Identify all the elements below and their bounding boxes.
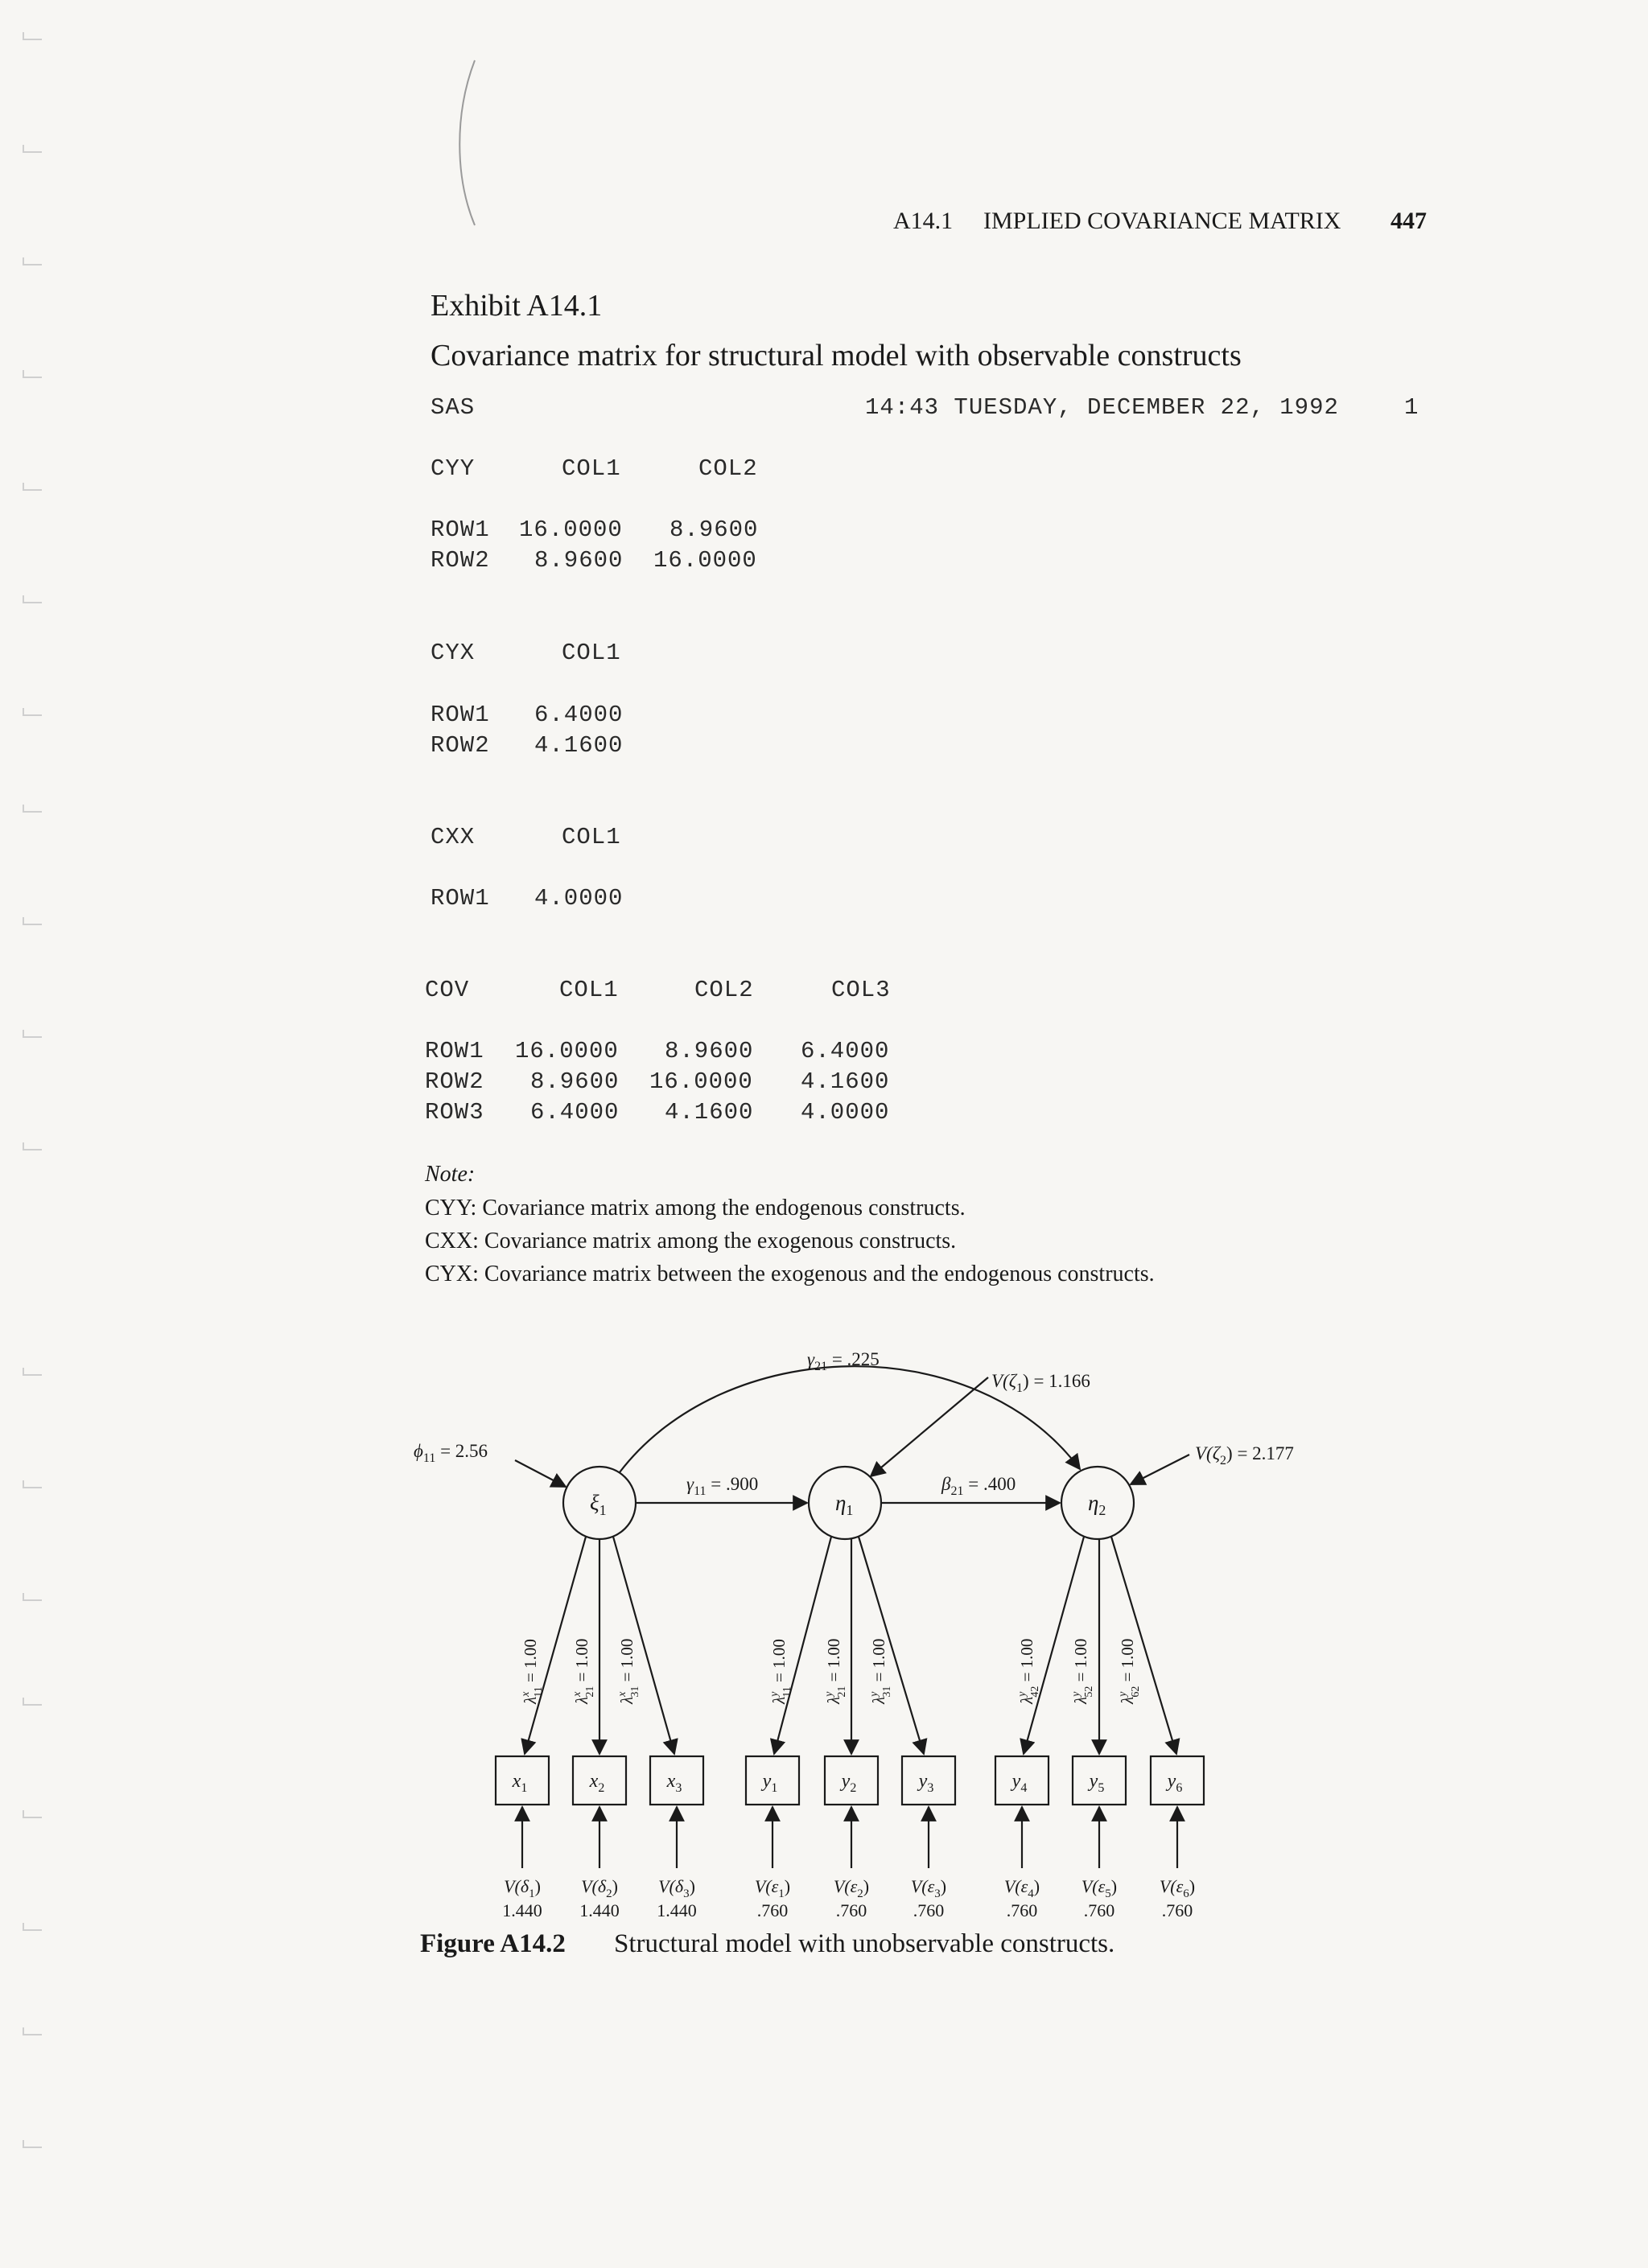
matrix-cell: 4.1600	[534, 732, 624, 759]
sas-timestamp: 14:43 TUESDAY, DECEMBER 22, 1992	[865, 394, 1339, 421]
row-label: ROW2	[425, 1068, 484, 1095]
loading-label: $\lambda^y31 = 1.00$	[868, 1638, 893, 1704]
construct-label: $\eta_2$	[1088, 1491, 1106, 1518]
error-label: $V(\varepsilon_1)$	[754, 1876, 791, 1900]
matrix-cell: 16.0000	[515, 1038, 619, 1064]
note-line: CXX: Covariance matrix among the exogenous constructs.	[425, 1229, 957, 1253]
loading-label: $\lambda^x11 = 1.00$	[520, 1639, 545, 1704]
column-header: COL2	[698, 455, 758, 482]
matrix-cell: 16.0000	[649, 1068, 753, 1095]
matrix-name: CYX	[431, 640, 476, 666]
row-label: ROW1	[431, 702, 490, 728]
matrix-cell: 6.4000	[530, 1099, 620, 1126]
indicator-y1	[746, 1756, 799, 1805]
page-number: 447	[1390, 208, 1427, 234]
error-value: .760	[1006, 1900, 1038, 1920]
error-value: 1.440	[502, 1900, 542, 1920]
error-label: $V(\varepsilon_6)$	[1159, 1876, 1196, 1900]
error-label: $V(\delta_3)$	[658, 1876, 695, 1900]
loading-label: $\lambda^x31 = 1.00$	[616, 1638, 641, 1704]
construct-label: $\eta_1$	[835, 1491, 854, 1518]
note-line: CYY: Covariance matrix among the endogenous constructs.	[425, 1196, 966, 1220]
sas-program-label: SAS	[431, 394, 476, 421]
indicator-x2	[573, 1756, 626, 1805]
indicator-label: $y_6$	[1167, 1771, 1183, 1795]
column-header: COL1	[559, 977, 619, 1003]
error-value: .760	[913, 1900, 945, 1920]
label-gamma21: $\gamma_{21} = .225$	[807, 1349, 880, 1373]
indicator-label: $y_1$	[762, 1771, 778, 1795]
column-header: COL1	[562, 824, 621, 850]
indicator-y6	[1151, 1756, 1204, 1805]
indicator-x1	[496, 1756, 549, 1805]
error-label: $V(\varepsilon_4)$	[1003, 1876, 1040, 1900]
loading-label: $\lambda^y62 = 1.00$	[1117, 1638, 1142, 1704]
path-phi11	[515, 1460, 566, 1487]
indicator-label: $x_3$	[666, 1771, 682, 1795]
column-header: COL3	[831, 977, 891, 1003]
header-section: A14.1	[893, 208, 954, 234]
loading-label: $\lambda^y42 = 1.00$	[1016, 1638, 1041, 1704]
matrix-name: CYY	[431, 455, 476, 482]
row-label: ROW3	[425, 1099, 484, 1126]
matrix-cell: 16.0000	[519, 517, 623, 543]
note-heading: Note:	[425, 1162, 476, 1187]
matrix-cell: 8.9600	[534, 547, 624, 574]
matrix-name: COV	[425, 977, 470, 1003]
matrix-cell: 4.0000	[801, 1099, 890, 1126]
error-value: .760	[756, 1900, 789, 1920]
indicator-label: $y_3$	[918, 1771, 934, 1795]
exhibit-title: Covariance matrix for structural model with observable constructs	[431, 339, 1242, 373]
matrix-cell: 8.9600	[530, 1068, 620, 1095]
indicator-y2	[825, 1756, 878, 1805]
matrix-cell: 4.1600	[665, 1099, 754, 1126]
error-label: $V(\varepsilon_2)$	[833, 1876, 870, 1900]
note-line: CYX: Covariance matrix between the exogenous and the endogenous constructs.	[425, 1262, 1155, 1286]
matrix-cell: 4.1600	[801, 1068, 890, 1095]
error-value: .760	[835, 1900, 867, 1920]
error-value: 1.440	[579, 1900, 620, 1920]
row-label: ROW2	[431, 732, 490, 759]
error-value: .760	[1083, 1900, 1115, 1920]
error-label: $V(\varepsilon_3)$	[910, 1876, 947, 1900]
indicator-label: $x_1$	[512, 1771, 528, 1795]
path-zeta2	[1131, 1455, 1189, 1484]
label-vzeta2: $V(\zeta_2) = 2.177$	[1195, 1443, 1294, 1467]
matrix-cell: 16.0000	[653, 547, 757, 574]
matrix-cell: 8.9600	[665, 1038, 754, 1064]
indicator-y5	[1073, 1756, 1126, 1805]
indicator-y3	[902, 1756, 955, 1805]
loading-label: $\lambda^y11 = 1.00$	[768, 1639, 793, 1704]
header-title: IMPLIED COVARIANCE MATRIX	[983, 208, 1341, 234]
exhibit-label: Exhibit A14.1	[431, 289, 603, 323]
error-label: $V(\varepsilon_5)$	[1081, 1876, 1118, 1900]
indicator-y4	[995, 1756, 1049, 1805]
loading-label: $\lambda^y52 = 1.00$	[1070, 1638, 1095, 1704]
indicator-label: $y_2$	[841, 1771, 857, 1795]
matrix-cell: 6.4000	[534, 702, 624, 728]
error-value: .760	[1161, 1900, 1193, 1920]
column-header: COL1	[562, 640, 621, 666]
label-beta21: $\beta_{21} = .400$	[941, 1474, 1016, 1498]
row-label: ROW2	[431, 547, 490, 574]
matrix-cell: 8.9600	[670, 517, 759, 543]
matrix-cell: 6.4000	[801, 1038, 890, 1064]
error-label: $V(\delta_2)$	[581, 1876, 618, 1900]
path-zeta1	[871, 1377, 988, 1476]
row-label: ROW1	[431, 885, 490, 912]
matrix-cell: 4.0000	[534, 885, 624, 912]
loading-label: $\lambda^y21 = 1.00$	[823, 1638, 848, 1704]
construct-label: $\xi_1$	[590, 1491, 607, 1518]
indicator-x3	[650, 1756, 703, 1805]
error-label: $V(\delta_1)$	[504, 1876, 541, 1900]
indicator-label: $y_4$	[1011, 1771, 1028, 1795]
label-phi11: $\phi_{11} = 2.56$	[414, 1441, 488, 1465]
column-header: COL1	[562, 455, 621, 482]
matrix-name: CXX	[431, 824, 476, 850]
figure-caption: Structural model with unobservable constructs.	[614, 1929, 1115, 1958]
indicator-label: $y_5$	[1089, 1771, 1105, 1795]
sas-page: 1	[1404, 394, 1419, 421]
row-label: ROW1	[431, 517, 490, 543]
row-label: ROW1	[425, 1038, 484, 1064]
error-value: 1.440	[657, 1900, 697, 1920]
column-header: COL2	[694, 977, 754, 1003]
loading-label: $\lambda^x21 = 1.00$	[571, 1638, 596, 1704]
indicator-label: $x_2$	[589, 1771, 605, 1795]
figure-label: Figure A14.2	[420, 1929, 566, 1958]
label-gamma11: $\gamma_{11} = .900$	[686, 1474, 759, 1498]
label-vzeta1: $V(\zeta_1) = 1.166$	[991, 1371, 1090, 1395]
